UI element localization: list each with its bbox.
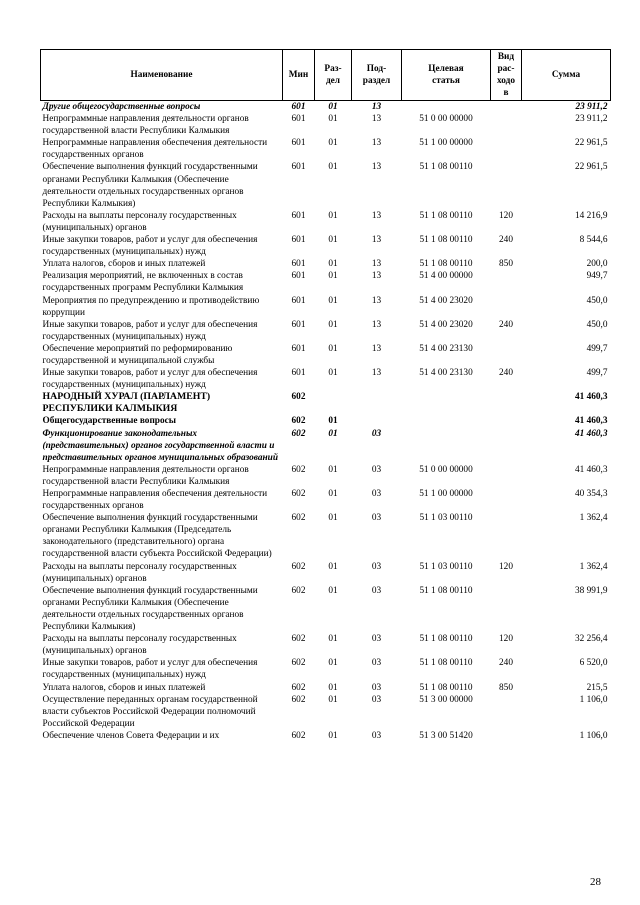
document-page [40,49,610,742]
cell-expense-type: 240 [499,658,513,669]
table-row [41,682,611,694]
cell-target-article [402,101,491,114]
cell-razdel: 01 [328,585,338,596]
cell-podrazdel: 03 [371,730,382,741]
cell-expense-type: 850 [499,682,513,693]
cell-razdel: 01 [328,561,338,572]
cell-name: Осуществление переданных органам государственной власти субъектов Российской Федерации полномочий Российской Федерации [42,694,258,729]
cell-podrazdel: 13 [371,295,382,306]
cell-name: Иные закупки товаров, работ и услуг для обеспечения государственных (муниципальных) нужд [42,319,258,342]
table-row [41,161,611,209]
cell-target-article: 51 1 08 00110 [419,682,473,693]
cell-min: 601 [291,343,306,354]
cell-expense-type [491,428,522,464]
cell-min: 601 [291,210,306,221]
cell-podrazdel: 03 [371,489,382,499]
cell-podrazdel: 03 [371,585,382,596]
cell-razdel: 01 [328,343,338,354]
cell-name: Иные закупки товаров, работ и услуг для обеспечения государственных (муниципальных) нужд [42,235,258,258]
cell-target-article: 51 4 00 23020 [419,295,473,306]
cell-expense-type [491,161,522,209]
cell-expense-type [491,343,522,367]
cell-target-article: 51 1 08 00110 [419,259,473,270]
cell-sum: 1 106,0 [579,694,608,705]
cell-target-article [402,415,491,427]
cell-podrazdel: 13 [371,271,382,282]
cell-min: 601 [291,319,306,330]
cell-name: Уплата налогов, сборов и иных платежей [42,259,206,270]
cell-expense-type [491,512,522,560]
cell-target-article: 51 3 00 51420 [419,730,473,741]
cell-name: Иные закупки товаров, работ и услуг для обеспечения государственных (муниципальных) нужд [42,658,258,681]
cell-podrazdel: 13 [371,162,382,173]
table-row [41,137,611,161]
table-row [41,270,611,294]
cell-razdel: 01 [328,271,338,282]
cell-target-article: 51 1 00 00000 [419,138,473,149]
table-row [41,391,611,415]
cell-sum: 32 256,4 [574,634,608,645]
cell-podrazdel: 03 [371,428,382,439]
cell-name: Непрограммные направления деятельности органов государственной власти Республики Калмыкия [42,114,249,137]
cell-min: 602 [291,682,306,693]
cell-expense-type [491,101,522,114]
cell-razdel: 01 [328,658,338,669]
cell-min: 601 [291,259,306,270]
cell-razdel: 01 [328,235,338,246]
table-row [41,234,611,258]
cell-razdel: 01 [328,162,338,173]
cell-razdel: 01 [328,210,338,221]
cell-min: 602 [291,392,306,403]
cell-min: 601 [291,295,306,306]
table-row [41,488,611,512]
cell-razdel: 01 [328,428,338,439]
cell-razdel: 01 [328,295,338,306]
table-row [41,210,611,234]
cell-razdel: 01 [328,489,338,499]
cell-podrazdel: 03 [371,694,382,705]
cell-expense-type [491,415,522,427]
cell-podrazdel: 13 [371,343,382,354]
cell-razdel: 01 [328,682,338,693]
cell-expense-type [491,137,522,161]
cell-min: 601 [291,162,306,173]
table-row [41,694,611,730]
table-row [41,585,611,633]
header-expense-type: Вид рас- ходо в [491,50,522,101]
cell-sum: 40 354,3 [574,489,608,499]
cell-sum: 949,7 [586,271,608,282]
cell-razdel: 01 [328,730,338,741]
cell-name: Функционирование законодательных (представительных) органов государственной власти и представительных органов муниципальных образований [42,428,278,463]
cell-min: 602 [291,658,306,669]
cell-name: Обеспечение выполнения функций государственными органами Республики Калмыкия (Обеспечение деятельности отдельных государственных органов Республики Калмыкия) [42,585,258,633]
cell-name: Обеспечение выполнения функций государственными органами Республики Калмыкия (Обеспечение деятельности отдельных государственных органов Республики Калмыкия) [42,162,258,209]
cell-expense-type: 120 [499,561,513,572]
table-row [41,561,611,585]
cell-sum: 1 106,0 [579,730,608,741]
cell-min: 602 [291,585,306,596]
cell-expense-type [491,694,522,730]
cell-podrazdel: 13 [371,138,382,149]
table-body [41,101,611,742]
cell-razdel: 01 [328,114,338,125]
cell-target-article: 51 3 00 00000 [419,694,473,705]
cell-name: Обеспечение членов Совета Федерации и их [42,730,220,741]
cell-podrazdel: 03 [371,682,382,693]
cell-podrazdel: 03 [371,658,382,669]
cell-sum: 23 911,2 [575,114,608,125]
cell-razdel: 01 [328,102,338,112]
cell-sum: 23 911,2 [575,102,608,112]
cell-podrazdel: 03 [371,513,382,524]
cell-sum: 215,5 [586,682,608,693]
budget-table [40,49,611,742]
cell-sum: 41 460,3 [574,464,608,475]
cell-sum: 8 544,6 [579,235,608,246]
cell-target-article [402,428,491,464]
cell-name: НАРОДНЫЙ ХУРАЛ (ПАРЛАМЕНТ) РЕСПУБЛИКИ КАЛМЫКИЯ [42,391,211,415]
cell-target-article: 51 1 08 00110 [419,235,473,246]
cell-target-article: 51 1 00 00000 [419,489,473,499]
cell-expense-type [491,730,522,742]
cell-expense-type [491,488,522,512]
table-row [41,512,611,560]
table-row [41,464,611,488]
cell-podrazdel [352,415,402,427]
cell-sum: 41 460,3 [574,428,608,439]
cell-expense-type: 240 [499,368,513,379]
table-row [41,343,611,367]
cell-razdel: 01 [328,694,338,705]
cell-min: 601 [291,271,306,282]
cell-razdel [315,391,352,415]
cell-razdel: 01 [328,138,338,149]
cell-name: Реализация мероприятий, не включенных в состав государственных программ Республики Калмыкия [42,271,244,294]
cell-expense-type: 240 [499,235,513,246]
cell-expense-type [491,295,522,319]
cell-expense-type: 240 [499,319,513,330]
cell-podrazdel: 13 [371,102,382,112]
cell-razdel: 01 [328,368,338,379]
page-number: 28 [590,876,601,888]
cell-sum: 41 460,3 [574,392,608,403]
table-row [41,428,611,464]
cell-sum: 450,0 [586,319,608,330]
cell-podrazdel: 13 [371,210,382,221]
cell-name: Расходы на выплаты персоналу государственных (муниципальных) органов [42,561,237,584]
cell-podrazdel: 13 [371,259,382,270]
cell-expense-type [491,113,522,137]
cell-min: 602 [291,561,306,572]
cell-target-article: 51 4 00 00000 [419,271,473,282]
cell-name: Уплата налогов, сборов и иных платежей [42,682,206,693]
cell-min: 602 [291,694,306,705]
cell-name: Расходы на выплаты персоналу государственных (муниципальных) органов [42,210,237,233]
table-row [41,367,611,391]
cell-podrazdel: 13 [371,114,382,125]
cell-min: 602 [291,428,306,439]
cell-target-article: 51 0 00 00000 [419,114,473,125]
cell-podrazdel [352,391,402,415]
cell-name: Непрограммные направления деятельности органов государственной власти Республики Калмыкия [42,464,249,487]
cell-min: 601 [291,368,306,379]
cell-razdel: 01 [328,259,338,270]
cell-target-article: 51 4 00 23130 [419,343,473,354]
cell-podrazdel: 13 [371,319,382,330]
cell-razdel: 01 [328,416,338,427]
cell-expense-type: 850 [499,259,513,270]
cell-target-article: 51 0 00 00000 [419,464,473,475]
cell-razdel: 01 [328,634,338,645]
cell-min: 602 [291,489,306,499]
cell-razdel: 01 [328,513,338,524]
cell-podrazdel: 03 [371,634,382,645]
cell-sum: 450,0 [586,295,608,306]
cell-podrazdel: 13 [371,368,382,379]
cell-target-article: 51 4 00 23130 [419,368,473,379]
table-row [41,258,611,270]
table-row [41,101,611,114]
cell-razdel: 01 [328,464,338,475]
cell-min: 602 [291,634,306,645]
cell-name: Общегосударственные вопросы [42,416,177,427]
header-sum: Сумма [522,50,611,101]
cell-target-article: 51 1 08 00110 [419,634,473,645]
cell-min: 602 [291,464,306,475]
cell-min: 601 [291,138,306,149]
cell-sum: 38 991,9 [574,585,608,596]
cell-sum: 499,7 [586,343,608,354]
table-row [41,113,611,137]
table-row [41,415,611,427]
cell-name: Расходы на выплаты персоналу государственных (муниципальных) органов [42,634,237,657]
cell-min: 602 [291,513,306,524]
cell-target-article: 51 1 03 00110 [419,561,473,572]
cell-expense-type: 120 [499,210,513,221]
cell-name: Обеспечение мероприятий по реформированию государственной и муниципальной службы [42,343,233,366]
header-min: Мин [283,50,315,101]
cell-sum: 499,7 [586,368,608,379]
cell-target-article: 51 1 08 00110 [419,585,473,596]
cell-min: 602 [291,416,306,427]
cell-target-article [402,391,491,415]
cell-sum: 200,0 [586,259,608,270]
table-row [41,657,611,681]
table-row [41,633,611,657]
table-row [41,295,611,319]
table-row [41,730,611,742]
cell-expense-type [491,585,522,633]
cell-name: Непрограммные направления обеспечения деятельности государственных органов [42,489,268,512]
header-name: Наименование [41,50,283,101]
cell-name: Другие общегосударственные вопросы [42,102,201,112]
header-podrazdel: Под- раздел [352,50,402,101]
cell-target-article: 51 1 08 00110 [419,210,473,221]
cell-name: Обеспечение выполнения функций государственными органами Республики Калмыкия (Председатель законодательного (представительного) органа государственной власти субъекта Российской Федерации) [42,513,272,560]
cell-min: 601 [291,114,306,125]
cell-expense-type [491,464,522,488]
cell-min: 602 [291,730,306,741]
cell-name: Мероприятия по предупреждению и противодействию коррупции [42,295,260,318]
cell-podrazdel: 03 [371,561,382,572]
cell-name: Непрограммные направления обеспечения деятельности государственных органов [42,138,268,161]
cell-target-article: 51 1 08 00110 [419,162,473,173]
table-header [41,50,611,101]
cell-expense-type [491,270,522,294]
table-row [41,319,611,343]
header-razdel: Раз- дел [315,50,352,101]
cell-podrazdel: 03 [371,464,382,475]
cell-sum: 1 362,4 [579,561,608,572]
cell-sum: 14 216,9 [574,210,608,221]
cell-target-article: 51 1 03 00110 [419,513,473,524]
cell-razdel: 01 [328,319,338,330]
cell-sum: 22 961,5 [574,162,608,173]
cell-expense-type [491,391,522,415]
cell-min: 601 [291,102,306,112]
cell-target-article: 51 4 00 23020 [419,319,473,330]
cell-sum: 1 362,4 [579,513,608,524]
cell-expense-type: 120 [499,634,513,645]
cell-name: Иные закупки товаров, работ и услуг для обеспечения государственных (муниципальных) нужд [42,368,258,391]
cell-sum: 41 460,3 [574,416,608,427]
cell-min: 601 [291,235,306,246]
cell-sum: 6 520,0 [579,658,608,669]
cell-sum: 22 961,5 [574,138,608,149]
cell-target-article: 51 1 08 00110 [419,658,473,669]
header-target-article: Целевая статья [402,50,491,101]
cell-podrazdel: 13 [371,235,382,246]
